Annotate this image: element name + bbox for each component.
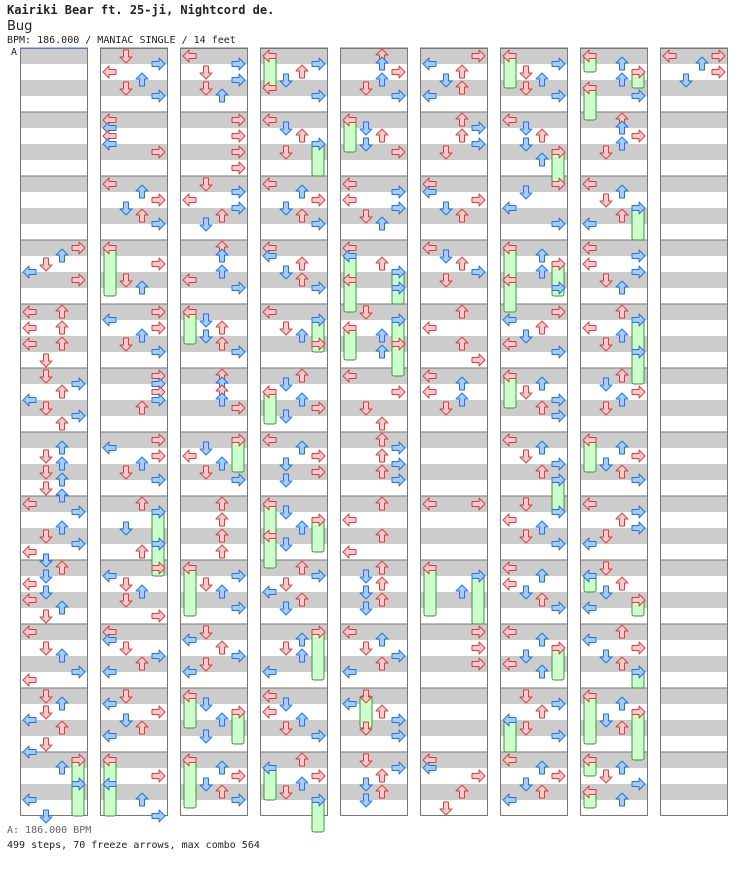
freeze-arrow-tail [72, 784, 84, 816]
beat-band [660, 752, 728, 768]
beat-band [420, 688, 488, 704]
beat-band [420, 432, 488, 448]
beat-band [660, 688, 728, 704]
freeze-arrow-tail [312, 800, 324, 832]
beat-band [660, 624, 728, 640]
beat-band [20, 176, 88, 192]
freeze-arrow-tail [584, 696, 596, 744]
freeze-arrow-tail [584, 88, 596, 120]
beat-band [340, 528, 408, 544]
beat-band [660, 432, 728, 448]
freeze-arrow-tail [312, 144, 324, 176]
freeze-arrow-tail [632, 208, 644, 240]
beat-band [20, 464, 88, 480]
chart-column [420, 48, 488, 816]
beat-band [260, 368, 328, 384]
beat-band [660, 656, 728, 672]
freeze-arrow-tail [232, 440, 244, 472]
beat-band [660, 144, 728, 160]
freeze-arrow-tail [312, 520, 324, 552]
freeze-arrow-tail [264, 56, 276, 88]
beat-band [660, 208, 728, 224]
beat-band [180, 240, 248, 256]
freeze-arrow-tail [472, 576, 484, 624]
beat-band [420, 336, 488, 352]
beat-band [180, 368, 248, 384]
freeze-arrow-tail [584, 440, 596, 472]
beat-band [580, 400, 648, 416]
freeze-arrow-tail [104, 248, 116, 296]
chart-column [20, 48, 88, 816]
chart-column [660, 48, 728, 816]
freeze-arrow-tail [152, 512, 164, 544]
beat-band [340, 400, 408, 416]
beat-band [660, 784, 728, 800]
freeze-arrow-tail [552, 648, 564, 680]
beat-band [660, 592, 728, 608]
beat-band [660, 112, 728, 128]
freeze-arrow-tail [392, 344, 404, 376]
freeze-arrow-tail [184, 312, 196, 344]
beat-band [420, 400, 488, 416]
beat-band [340, 48, 408, 64]
freeze-arrow-tail [504, 720, 516, 752]
beat-band [660, 336, 728, 352]
beat-band [660, 496, 728, 512]
freeze-arrow-tail [552, 480, 564, 512]
beat-band [20, 208, 88, 224]
freeze-arrow-tail [424, 568, 436, 616]
beat-band [20, 112, 88, 128]
beat-band [660, 720, 728, 736]
beat-band [660, 400, 728, 416]
song-title: Kairiki Bear ft. 25-ji, Nightcord de. [7, 3, 275, 17]
beat-band [660, 176, 728, 192]
beat-band [660, 464, 728, 480]
chart-info: BPM: 186.000 / MANIAC SINGLE / 14 feet [7, 35, 236, 46]
beat-band [420, 784, 488, 800]
freeze-arrow-tail [264, 504, 276, 536]
beat-band [180, 496, 248, 512]
freeze-arrow-tail [184, 760, 196, 808]
beat-band [420, 528, 488, 544]
beat-band [20, 144, 88, 160]
beat-band [660, 304, 728, 320]
freeze-arrow-tail [344, 120, 356, 152]
freeze-arrow-tail [264, 768, 276, 800]
freeze-arrow-tail [264, 536, 276, 568]
beat-band [660, 240, 728, 256]
beat-band [20, 48, 88, 64]
beat-band [660, 368, 728, 384]
beat-band [420, 720, 488, 736]
freeze-arrow-tail [552, 152, 564, 184]
bpm-summary: A: 186.000 BPM [7, 825, 92, 836]
song-subtitle: Bug [7, 19, 33, 34]
section-marker: A [11, 47, 18, 58]
beat-band [340, 560, 408, 576]
beat-band [660, 272, 728, 288]
beat-band [20, 432, 88, 448]
freeze-arrow-tail [344, 328, 356, 360]
freeze-arrow-tail [632, 352, 644, 384]
freeze-arrow-tail [312, 632, 324, 680]
beat-band [100, 592, 168, 608]
beat-band [20, 560, 88, 576]
beat-band [340, 496, 408, 512]
chart-column [340, 48, 408, 816]
beat-band [420, 208, 488, 224]
chart-column [100, 48, 168, 816]
step-summary: 499 steps, 70 freeze arrows, max combo 564 [7, 840, 260, 851]
freeze-arrow-tail [632, 712, 644, 760]
freeze-arrow-tail [504, 376, 516, 408]
beat-band [340, 592, 408, 608]
beat-band [660, 528, 728, 544]
beat-band [20, 80, 88, 96]
freeze-arrow-tail [184, 696, 196, 728]
freeze-arrow-tail [232, 712, 244, 744]
beat-band [20, 688, 88, 704]
beat-band [660, 560, 728, 576]
freeze-arrow-tail [264, 392, 276, 424]
freeze-arrow-tail [504, 56, 516, 88]
beat-band [340, 784, 408, 800]
freeze-arrow-tail [504, 248, 516, 280]
beat-band [420, 464, 488, 480]
beat-band [660, 80, 728, 96]
beat-band [580, 144, 648, 160]
beat-band [420, 304, 488, 320]
freeze-arrow-tail [504, 280, 516, 312]
freeze-arrow-tail [344, 280, 356, 312]
freeze-arrow-tail [104, 784, 116, 816]
freeze-arrow-tail [632, 320, 644, 352]
beat-band [180, 528, 248, 544]
freeze-arrow-tail [184, 568, 196, 616]
